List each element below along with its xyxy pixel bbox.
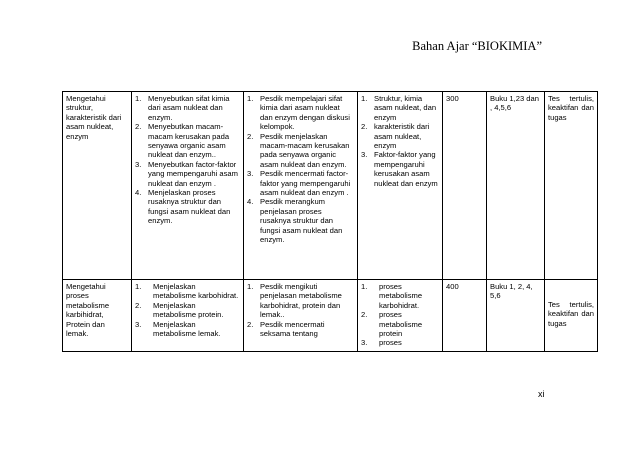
activities-cell (244, 280, 358, 352)
competency-goal-cell: Mengetahui struktur, karakteristik dari asam nukleat, enzym (63, 92, 132, 280)
list-item: 1. Menyebutkan sifat kimia dari asam nukleat dan enzym. (135, 94, 230, 122)
list-item: 4. Menjelaskan proses rusaknya struktur dan fungsi asam nukleat dan enzym. (135, 188, 231, 226)
source-cell: Buku 1, 2, 4, 5,6 (487, 280, 545, 352)
list-item: 4. Pesdik merangkum penjelasan proses rusaknya struktur dan fungsi asam nukleat dan enzym. (247, 197, 343, 245)
list-item: 1. Pesdik mengikuti penjelasan metabolisme karbohidrat, protein dan lemak.. (247, 282, 342, 320)
materials-cell (358, 92, 443, 280)
time-allocation-cell: 300 (443, 92, 487, 280)
activities-cell (244, 92, 358, 280)
table-row (63, 92, 598, 280)
page-number: xi (538, 389, 545, 399)
list-item: 3. Menyebutkan factor-faktor yang mempengaruhi asam nukleat dan enzym . (135, 159, 238, 188)
assessment-cell: Tes tertulis, keaktifan dan tugas (545, 280, 598, 352)
list-item: 2. proses metabolisme protein (361, 310, 423, 339)
list-item: 3. Menjelaskan metabolisme lemak. (135, 319, 221, 339)
time-allocation-cell: 400 (443, 280, 487, 352)
syllabus-table (62, 91, 598, 352)
list-item: 1. Pesdik mempelajari sifat kimia dari asam nukleat dan enzym dengan diskusi kelompok. (247, 94, 350, 132)
list-item: 3. Pesdik mencermati factor-faktor yang mempengaruhi asam nukleat dan enzym . (247, 169, 351, 198)
list-item: 2. Pesdik mencermati seksama tentang (247, 319, 325, 339)
list-item: 2. Menyebutkan macam-macam kerusakan pada senyawa organic asam nukleat dan enzym.. (135, 122, 230, 160)
table-row (63, 280, 598, 352)
list-item: 3. proses (361, 338, 402, 348)
list-item: 2. karakteristik dari asam nukleat, enzym (361, 122, 430, 151)
assessment-cell: Tes tertulis, keaktifan dan tugas (545, 92, 598, 280)
indicators-cell (132, 280, 244, 352)
list-item: 1. Menjelaskan metabolisme karbohidrat. (135, 282, 239, 301)
source-cell: Buku 1,23 dan , 4,5,6 (487, 92, 545, 280)
document-header: Bahan Ajar “BIOKIMIA” (412, 39, 542, 53)
materials-cell (358, 280, 443, 352)
indicators-cell (132, 92, 244, 280)
list-item: 1. proses metabolisme karbohidrat. (361, 282, 423, 310)
list-item: 2. Pesdik menjelaskan macam-macam kerusakan pada senyawa organic asam nukleat dan enzym. (247, 131, 350, 169)
list-item: 1. Struktur, kimia asam nukleat, dan enzym (361, 94, 437, 122)
list-item: 2. Menjelaskan metabolisme protein. (135, 300, 224, 320)
competency-goal-cell: Mengetahui proses metabolisme karbihidrat, Protein dan lemak. (63, 280, 132, 352)
list-item: 3. Faktor-faktor yang mempengaruhi kerusakan asam nukleat dan enzym (361, 150, 438, 188)
